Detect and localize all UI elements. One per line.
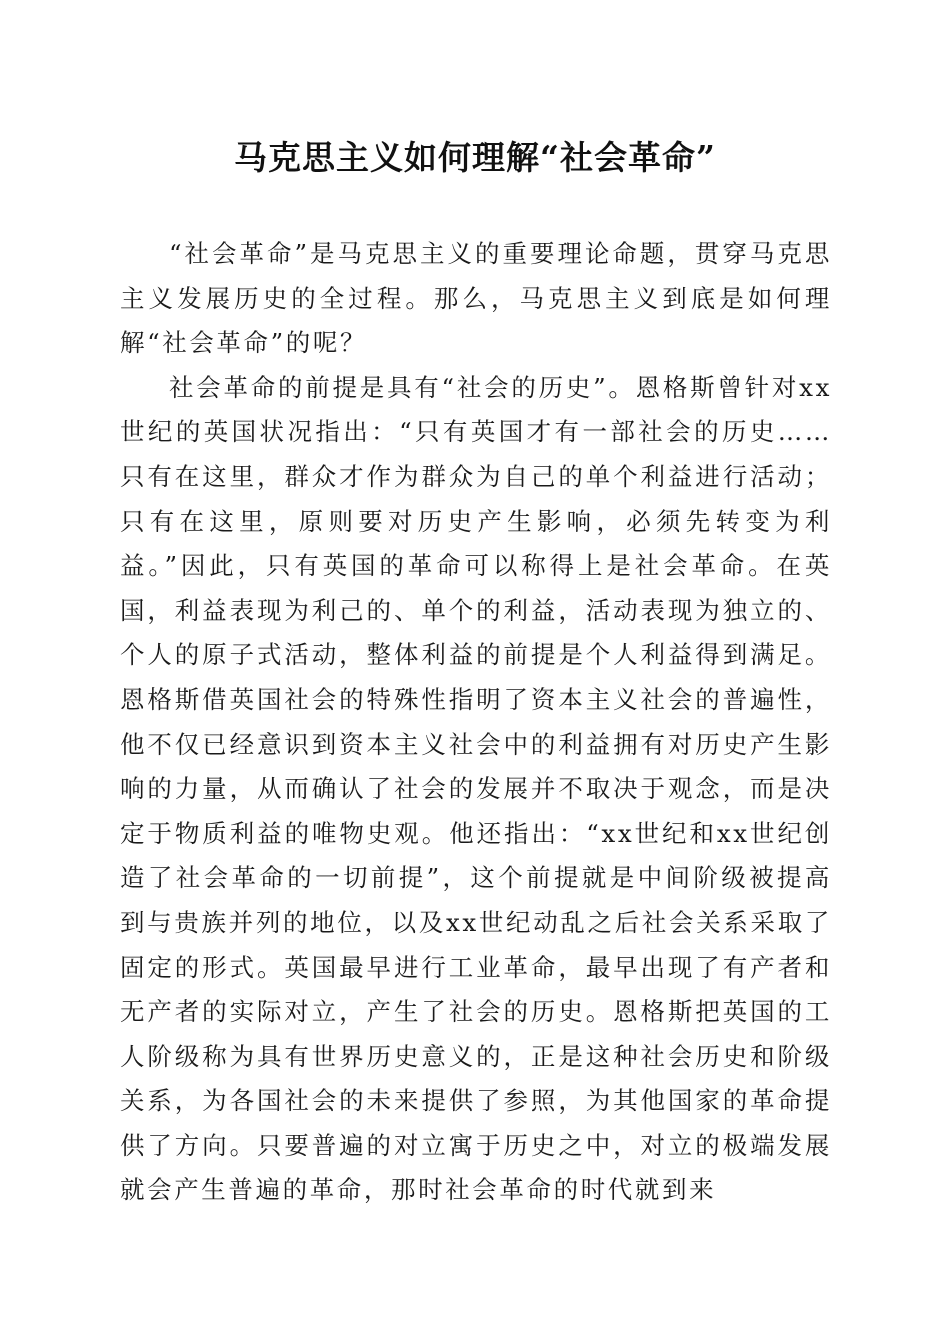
paragraph-intro: “社会革命”是马克思主义的重要理论命题，贯穿马克思主义发展历史的全过程。那么，马克思主义到底是如何理解“社会革命”的呢？ — [120, 239, 832, 358]
paragraph-social-history: 社会革命的前提是具有“社会的历史”。恩格斯曾针对xx世纪的英国状况指出：“只有英国才有一部社会的历史……只有在这里，群众才作为群众为自己的单个利益进行活动；只有在这里，原则要对历史产生影响，必须先转变为利益。”因此，只有英国的革命可以称得上是社会革命。在英国，利益表现为利己的、单个的利益，活动表现为独立的、个人的原子式活动，整体利益的前提是个人利益得到满足。恩格斯借英国社会的特殊性指明了资本主义社会的普遍性，他不仅已经意识到资本主义社会中的利益拥有对历史产生影响的力量，从而确认了社会的发展并不取决于观念，而是决定于物质利益的唯物史观。他还指出：“xx世纪和xx世纪创造了社会革命的一切前提”，这个前提就是中间阶级被提高到与贵族并列的地位，以及xx世纪动乱之后社会关系采取了固定的形式。英国最早进行工业革命，最早出现了有产者和无产者的实际对立，产生了社会的历史。恩格斯把英国的工人阶级称为具有世界历史意义的，正是这种社会历史和阶级关系，为各国社会的未来提供了参照，为其他国家的革命提供了方向。只要普遍的对立寓于历史之中，对立的极端发展就会产生普遍的革命，那时社会革命的时代就到来 — [120, 372, 832, 1205]
document-body — [120, 232, 832, 1213]
document-title: 马克思主义如何理解“社会革命” — [234, 138, 716, 177]
